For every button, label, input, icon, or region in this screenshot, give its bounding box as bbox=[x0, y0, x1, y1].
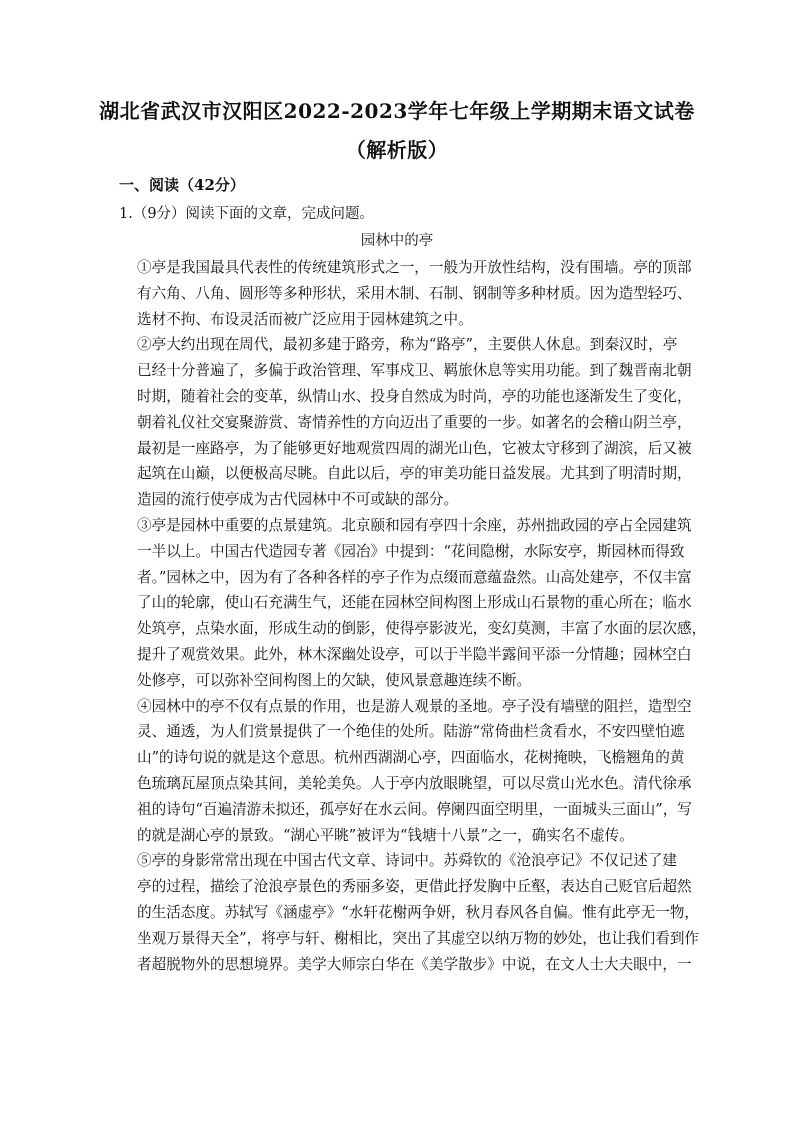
article-line: ③亭是园林中重要的点景建筑。北京颐和园有亭四十余座，苏州拙政园的亭占全园建筑 bbox=[137, 516, 692, 534]
article-line: 有六角、八角、圆形等多种形状，采用木制、石制、钢制等多种材质。因为造型轻巧、 bbox=[137, 284, 692, 302]
article-line: ④园林中的亭不仅有点景的作用，也是游人观景的圣地。亭子没有墙壁的阻拦，造型空 bbox=[137, 697, 692, 715]
article-line: 者超脱物外的思想境界。美学大师宗白华在《美学散步》中说，在文人士大夫眼中，一 bbox=[137, 955, 692, 973]
article-line: 的生活态度。苏轼写《涵虚亭》“水轩花榭两争妍，秋月春风各自偏。惟有此亭无一物， bbox=[137, 903, 700, 921]
article-line: 色琉璃瓦屋顶点染其间，美轮美奂。人于亭内放眼眺望，可以尽赏山光水色。清代徐承 bbox=[137, 774, 692, 792]
article-line: 者。”园林之中，因为有了各种各样的亭子作为点缀而意蕴盎然。山高处建亭，不仅丰富 bbox=[137, 568, 692, 586]
article-line: 造园的流行使亭成为古代园林中不可或缺的部分。 bbox=[137, 491, 459, 509]
article-line: 的就是湖心亭的景致。“湖心平眺”被评为“钱塘十八景”之一，确实名不虚传。 bbox=[137, 826, 634, 844]
article-line: 时期，随着社会的变革，纵情山水、投身自然成为时尚，亭的功能也逐渐发生了变化， bbox=[137, 387, 692, 405]
article-line: 提升了观赏效果。此外，林木深幽处设亭，可以于半隐半露间平添一分情趣；园林空白 bbox=[137, 645, 692, 663]
article-line: 亭的过程，描绘了沧浪亭景色的秀丽多姿，更借此抒发胸中丘壑，表达自己贬官后超然 bbox=[137, 878, 692, 896]
article-line: 一半以上。中国古代造园专著《园冶》中提到：“花间隐榭，水际安亭，斯园林而得致 bbox=[137, 542, 685, 560]
article-line: 已经十分普遍了，多偏于政治管理、军事戍卫、羁旅休息等实用功能。到了魏晋南北朝 bbox=[137, 362, 692, 380]
article-title: 园林中的亭 bbox=[360, 233, 434, 249]
article-line: ②亭大约出现在周代，最初多建于路旁，称为“路亭”，主要供人休息。到秦汉时，亭 bbox=[137, 336, 678, 354]
article-line: 处筑亭，点染水面，形成生动的倒影，使得亭影波光，变幻莫测，丰富了水面的层次感， bbox=[137, 620, 707, 638]
exam-title: 湖北省武汉市汉阳区2022-2023学年七年级上学期期末语文试卷 bbox=[99, 99, 695, 123]
exam-subtitle: （解析版） bbox=[345, 138, 449, 162]
article-line: 灵、通透，为人们赏景提供了一个绝佳的处所。陆游“常倚曲栏贪看水，不安四壁怕遮 bbox=[137, 723, 685, 741]
article-body bbox=[137, 255, 707, 977]
article-line: 选材不拘、布设灵活而被广泛应用于园林建筑之中。 bbox=[137, 310, 473, 328]
article-line: 山”的诗句说的就是这个意思。杭州西湖湖心亭，四面临水，花树掩映，飞檐翘角的黄 bbox=[137, 749, 685, 767]
article-line: 处修亭，可以弥补空间构图上的欠缺，使风景意趣连续不断。 bbox=[137, 671, 532, 689]
question-prompt: 1.（9分）阅读下面的文章，完成问题。 bbox=[119, 206, 375, 222]
article-line: 起筑在山巅，以便极高尽眺。自此以后，亭的审美功能日益发展。尤其到了明清时期， bbox=[137, 465, 692, 483]
section-heading: 一、阅读（42分） bbox=[119, 176, 245, 194]
article-line: ①亭是我国最具代表性的传统建筑形式之一，一般为开放性结构，没有围墙。亭的顶部 bbox=[137, 259, 692, 276]
article-line: 朝着礼仪社交宴聚游赏、寄情养性的方向迈出了重要的一步。如著名的会稽山阴兰亭， bbox=[137, 413, 692, 431]
article-line: 坐观万景得天全”，将亭与轩、榭相比，突出了其虚空以纳万物的妙处，也让我们看到作 bbox=[137, 929, 700, 947]
article-line: 了山的轮廓，使山石充满生气，还能在园林空间构图上形成山石景物的重心所在；临水 bbox=[137, 594, 692, 612]
article-line: ⑤亭的身影常常出现在中国古代文章、诗词中。苏舜钦的《沧浪亭记》不仅记述了建 bbox=[137, 852, 677, 870]
article-line: 最初是一座路亭，为了能够更好地观赏四周的湖光山色，它被太守移到了湖滨，后又被 bbox=[137, 439, 692, 457]
article-line: 祖的诗句“百遍清游未拟还，孤亭好在水云间。停阑四面空明里，一面城头三面山”，写 bbox=[137, 800, 692, 818]
